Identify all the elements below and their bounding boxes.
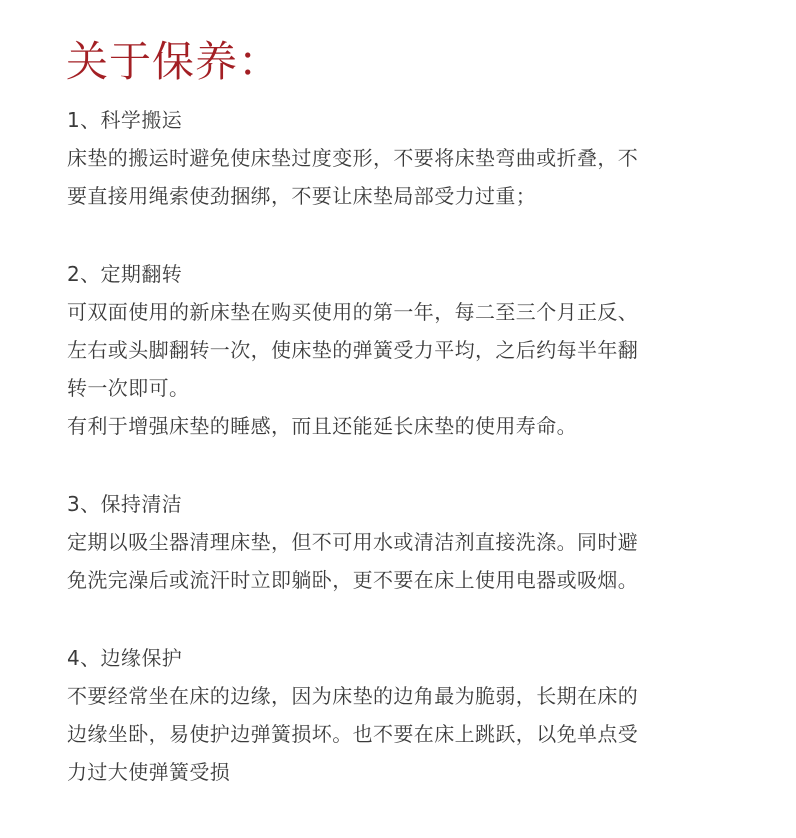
care-content xyxy=(67,101,707,784)
section-text-line: 定期以吸尘器清理床垫，但不可用水或清洁剂直接洗涤。同时避 xyxy=(67,530,639,554)
section-text-line: 左右或头脚翻转一次，使床垫的弹簧受力平均，之后约每半年翻 xyxy=(67,338,639,362)
section-text-line: 免洗完澡后或流汗时立即躺卧，更不要在床上使用电器或吸烟。 xyxy=(67,568,639,592)
section-heading: 3、保持清洁 xyxy=(67,492,183,516)
section-text-line: 可双面使用的新床垫在购买使用的第一年，每二至三个月正反、 xyxy=(67,300,639,324)
section-transport xyxy=(67,101,707,215)
section-heading: 2、定期翻转 xyxy=(67,262,183,286)
section-text-line: 转一次即可。 xyxy=(67,376,190,400)
section-heading: 4、边缘保护 xyxy=(67,646,183,670)
page-title: 关于保养： xyxy=(66,37,282,86)
section-text-line: 要直接用绳索使劲捆绑，不要让床垫局部受力过重； xyxy=(67,184,537,208)
section-text-line: 不要经常坐在床的边缘，因为床垫的边角最为脆弱，长期在床的 xyxy=(67,684,639,708)
section-text-line: 有利于增强床垫的睡感，而且还能延长床垫的使用寿命。 xyxy=(67,414,577,438)
section-text-line: 力过大使弹簧受损 xyxy=(67,760,231,784)
section-heading: 1、科学搬运 xyxy=(67,108,183,132)
section-edge xyxy=(67,639,707,791)
section-flip xyxy=(67,255,707,445)
section-text-line: 床垫的搬运时避免使床垫过度变形，不要将床垫弯曲或折叠，不 xyxy=(67,146,639,170)
section-clean xyxy=(67,485,707,599)
section-text-line: 边缘坐卧，易使护边弹簧损坏。也不要在床上跳跃，以免单点受 xyxy=(67,722,639,746)
